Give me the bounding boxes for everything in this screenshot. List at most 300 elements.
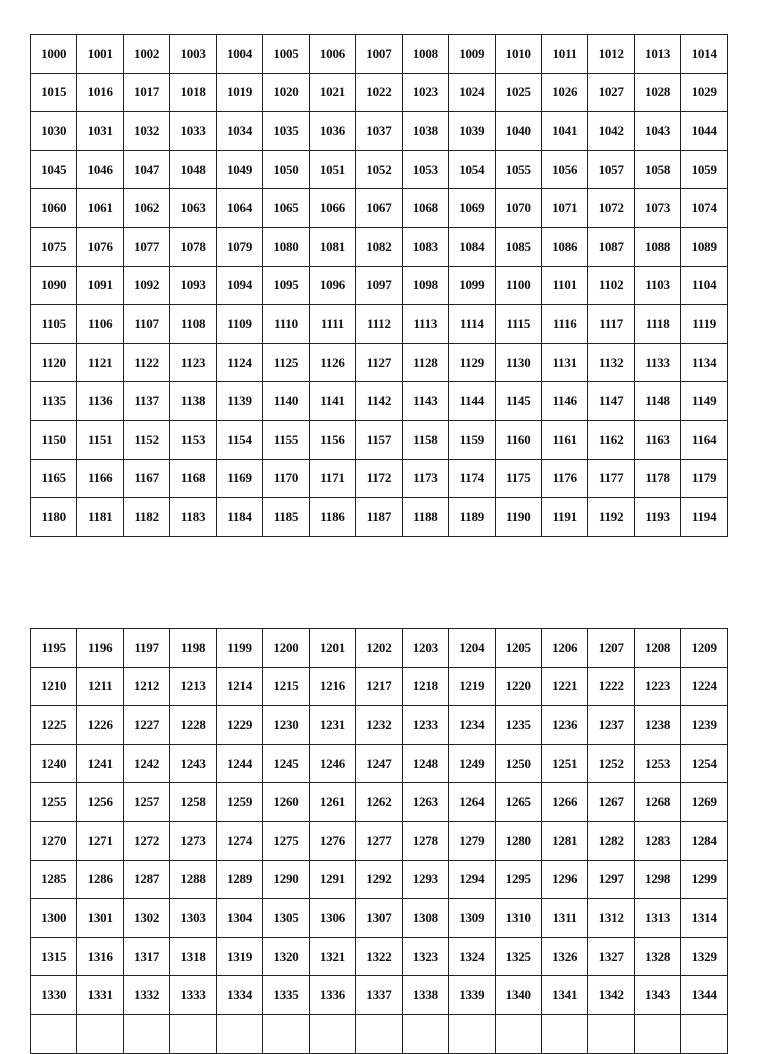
number-cell: 1093 [170,266,216,305]
number-cell: 1264 [449,783,495,822]
number-cell: 1023 [402,73,448,112]
number-cell: 1159 [449,420,495,459]
number-cell: 1121 [77,343,123,382]
number-cell: 1048 [170,150,216,189]
number-cell: 1337 [356,976,402,1015]
number-cell: 1063 [170,189,216,228]
number-cell: 1161 [541,420,587,459]
number-cell: 1156 [309,420,355,459]
number-cell: 1119 [681,305,728,344]
number-cell: 1066 [309,189,355,228]
number-cell: 1297 [588,860,634,899]
number-cell: 1180 [31,498,77,537]
table-row [31,150,728,189]
table-row [31,783,728,822]
number-cell: 1143 [402,382,448,421]
number-cell: 1010 [495,35,541,74]
number-cell: 1236 [541,706,587,745]
number-cell: 1235 [495,706,541,745]
number-cell: 1256 [77,783,123,822]
number-cell: 1152 [123,420,169,459]
number-cell: 1227 [123,706,169,745]
number-cell: 1154 [216,420,262,459]
table-row [31,189,728,228]
number-cell: 1164 [681,420,728,459]
number-cell: 1092 [123,266,169,305]
number-cell: 1224 [681,667,728,706]
number-cell: 1079 [216,227,262,266]
number-cell: 1241 [77,744,123,783]
number-cell: 1246 [309,744,355,783]
table-row [31,343,728,382]
number-cell: 1203 [402,629,448,668]
number-cell: 1153 [170,420,216,459]
number-cell: 1206 [541,629,587,668]
number-cell: 1151 [77,420,123,459]
number-cell: 1021 [309,73,355,112]
number-cell: 1111 [309,305,355,344]
number-cell: 1106 [77,305,123,344]
number-cell: 1299 [681,860,728,899]
number-cell: 1086 [541,227,587,266]
number-cell: 1338 [402,976,448,1015]
table-row [31,744,728,783]
table-row [31,382,728,421]
number-cell: 1130 [495,343,541,382]
number-table-1 [30,34,728,537]
number-cell: 1219 [449,667,495,706]
number-cell: 1083 [402,227,448,266]
number-cell: 1182 [123,498,169,537]
number-cell: 1322 [356,937,402,976]
number-cell: 1290 [263,860,309,899]
number-cell: 1157 [356,420,402,459]
number-cell: 1084 [449,227,495,266]
number-cell: 1210 [31,667,77,706]
table-row [31,73,728,112]
number-cell: 1098 [402,266,448,305]
number-cell: 1232 [356,706,402,745]
number-cell: 1197 [123,629,169,668]
number-cell: 1082 [356,227,402,266]
number-cell: 1192 [588,498,634,537]
number-cell: 1042 [588,112,634,151]
number-cell: 1226 [77,706,123,745]
number-cell: 1030 [31,112,77,151]
number-cell: 1243 [170,744,216,783]
number-cell: 1298 [634,860,680,899]
number-cell: 1265 [495,783,541,822]
number-cell: 1160 [495,420,541,459]
number-cell: 1250 [495,744,541,783]
number-cell: 1325 [495,937,541,976]
number-cell: 1118 [634,305,680,344]
number-cell: 1212 [123,667,169,706]
number-cell: 1320 [263,937,309,976]
number-cell: 1142 [356,382,402,421]
number-cell: 1288 [170,860,216,899]
number-cell: 1108 [170,305,216,344]
number-cell: 1044 [681,112,728,151]
number-cell: 1214 [216,667,262,706]
table-row [31,227,728,266]
number-cell: 1183 [170,498,216,537]
number-cell: 1266 [541,783,587,822]
number-cell: 1302 [123,899,169,938]
number-cell: 1043 [634,112,680,151]
number-cell: 1027 [588,73,634,112]
number-cell: 1015 [31,73,77,112]
number-cell: 1095 [263,266,309,305]
number-cell [77,1014,123,1053]
number-cell: 1196 [77,629,123,668]
number-cell: 1141 [309,382,355,421]
table-row [31,629,728,668]
number-cell: 1251 [541,744,587,783]
number-cell: 1339 [449,976,495,1015]
table-row [31,667,728,706]
number-cell: 1006 [309,35,355,74]
number-cell: 1051 [309,150,355,189]
number-cell: 1123 [170,343,216,382]
number-cell: 1132 [588,343,634,382]
number-cell: 1025 [495,73,541,112]
number-cell: 1104 [681,266,728,305]
number-cell: 1195 [31,629,77,668]
number-cell: 1060 [31,189,77,228]
number-cell: 1137 [123,382,169,421]
number-cell: 1190 [495,498,541,537]
table-row [31,860,728,899]
number-cell: 1068 [402,189,448,228]
number-cell: 1024 [449,73,495,112]
number-cell: 1340 [495,976,541,1015]
number-cell: 1059 [681,150,728,189]
number-cell: 1131 [541,343,587,382]
number-cell: 1239 [681,706,728,745]
number-cell: 1150 [31,420,77,459]
number-cell: 1291 [309,860,355,899]
number-cell: 1300 [31,899,77,938]
number-cell: 1138 [170,382,216,421]
number-cell: 1202 [356,629,402,668]
number-cell: 1001 [77,35,123,74]
number-cell: 1000 [31,35,77,74]
number-cell: 1260 [263,783,309,822]
number-cell: 1216 [309,667,355,706]
number-cell: 1314 [681,899,728,938]
number-cell: 1174 [449,459,495,498]
number-cell: 1292 [356,860,402,899]
number-cell: 1263 [402,783,448,822]
number-cell: 1022 [356,73,402,112]
number-cell: 1040 [495,112,541,151]
number-cell: 1071 [541,189,587,228]
number-cell: 1090 [31,266,77,305]
number-cell: 1269 [681,783,728,822]
number-cell: 1074 [681,189,728,228]
number-cell: 1101 [541,266,587,305]
number-cell: 1323 [402,937,448,976]
table-row [31,821,728,860]
number-cell: 1012 [588,35,634,74]
number-table-2 [30,628,728,1054]
number-cell: 1170 [263,459,309,498]
number-cell: 1310 [495,899,541,938]
number-cell [216,1014,262,1053]
number-cell: 1163 [634,420,680,459]
number-cell: 1301 [77,899,123,938]
number-cell: 1107 [123,305,169,344]
number-cell: 1147 [588,382,634,421]
number-cell: 1069 [449,189,495,228]
number-cell: 1207 [588,629,634,668]
number-cell: 1283 [634,821,680,860]
number-cell [402,1014,448,1053]
number-cell: 1336 [309,976,355,1015]
number-cell: 1009 [449,35,495,74]
number-cell [588,1014,634,1053]
number-cell: 1039 [449,112,495,151]
number-cell: 1007 [356,35,402,74]
number-cell: 1109 [216,305,262,344]
number-cell: 1136 [77,382,123,421]
table-row [31,420,728,459]
number-cell: 1186 [309,498,355,537]
number-cell: 1262 [356,783,402,822]
number-cell: 1238 [634,706,680,745]
number-cell: 1113 [402,305,448,344]
number-cell: 1081 [309,227,355,266]
number-cell: 1309 [449,899,495,938]
number-cell: 1319 [216,937,262,976]
number-cell: 1167 [123,459,169,498]
number-cell: 1049 [216,150,262,189]
number-cell [263,1014,309,1053]
number-cell: 1276 [309,821,355,860]
number-cell: 1176 [541,459,587,498]
number-cell [309,1014,355,1053]
number-cell: 1315 [31,937,77,976]
number-cell: 1094 [216,266,262,305]
number-cell: 1342 [588,976,634,1015]
number-cell: 1177 [588,459,634,498]
number-cell: 1249 [449,744,495,783]
number-cell: 1209 [681,629,728,668]
number-cell: 1267 [588,783,634,822]
number-cell: 1055 [495,150,541,189]
number-cell: 1317 [123,937,169,976]
table-row [31,937,728,976]
number-cell: 1278 [402,821,448,860]
number-cell: 1096 [309,266,355,305]
table-row [31,706,728,745]
number-cell: 1344 [681,976,728,1015]
number-cell [170,1014,216,1053]
number-cell [356,1014,402,1053]
number-cell: 1213 [170,667,216,706]
number-cell [541,1014,587,1053]
number-cell: 1133 [634,343,680,382]
number-cell: 1054 [449,150,495,189]
number-cell: 1008 [402,35,448,74]
number-cell: 1270 [31,821,77,860]
number-cell: 1056 [541,150,587,189]
number-cell: 1061 [77,189,123,228]
number-cell: 1067 [356,189,402,228]
number-cell: 1185 [263,498,309,537]
number-cell: 1016 [77,73,123,112]
number-cell: 1173 [402,459,448,498]
number-cell: 1013 [634,35,680,74]
number-cell: 1311 [541,899,587,938]
number-cell: 1116 [541,305,587,344]
number-cell: 1331 [77,976,123,1015]
number-cell: 1326 [541,937,587,976]
number-cell: 1105 [31,305,77,344]
number-cell: 1259 [216,783,262,822]
number-cell: 1217 [356,667,402,706]
number-cell: 1129 [449,343,495,382]
number-cell: 1333 [170,976,216,1015]
number-cell: 1078 [170,227,216,266]
number-cell: 1169 [216,459,262,498]
number-cell: 1146 [541,382,587,421]
number-cell: 1254 [681,744,728,783]
number-cell: 1273 [170,821,216,860]
number-cell: 1032 [123,112,169,151]
number-cell: 1122 [123,343,169,382]
number-cell: 1255 [31,783,77,822]
number-cell: 1244 [216,744,262,783]
number-cell [123,1014,169,1053]
number-cell: 1038 [402,112,448,151]
number-cell: 1277 [356,821,402,860]
number-cell: 1343 [634,976,680,1015]
number-cell: 1223 [634,667,680,706]
number-cell: 1181 [77,498,123,537]
number-cell: 1117 [588,305,634,344]
number-cell: 1327 [588,937,634,976]
number-cell: 1279 [449,821,495,860]
number-cell: 1286 [77,860,123,899]
number-cell: 1017 [123,73,169,112]
number-cell: 1011 [541,35,587,74]
number-cell: 1046 [77,150,123,189]
number-cell: 1062 [123,189,169,228]
number-cell: 1247 [356,744,402,783]
number-cell: 1058 [634,150,680,189]
number-cell: 1047 [123,150,169,189]
number-cell: 1115 [495,305,541,344]
number-cell [31,1014,77,1053]
number-cell: 1307 [356,899,402,938]
number-cell: 1031 [77,112,123,151]
number-cell: 1200 [263,629,309,668]
number-cell: 1293 [402,860,448,899]
number-cell: 1305 [263,899,309,938]
number-cell: 1149 [681,382,728,421]
number-cell: 1168 [170,459,216,498]
number-cell: 1014 [681,35,728,74]
number-cell: 1029 [681,73,728,112]
table-row [31,305,728,344]
number-cell: 1158 [402,420,448,459]
number-cell: 1178 [634,459,680,498]
number-cell: 1005 [263,35,309,74]
number-cell: 1289 [216,860,262,899]
number-cell: 1036 [309,112,355,151]
number-cell: 1110 [263,305,309,344]
number-cell: 1261 [309,783,355,822]
number-cell: 1282 [588,821,634,860]
number-cell: 1308 [402,899,448,938]
number-cell: 1208 [634,629,680,668]
number-cell: 1124 [216,343,262,382]
number-cell: 1100 [495,266,541,305]
number-cell: 1211 [77,667,123,706]
number-cell: 1303 [170,899,216,938]
number-cell: 1332 [123,976,169,1015]
number-cell: 1194 [681,498,728,537]
number-cell: 1020 [263,73,309,112]
number-cell: 1287 [123,860,169,899]
number-cell: 1041 [541,112,587,151]
number-cell: 1171 [309,459,355,498]
number-cell: 1052 [356,150,402,189]
number-cell: 1204 [449,629,495,668]
number-cell: 1245 [263,744,309,783]
number-cell: 1257 [123,783,169,822]
number-cell: 1064 [216,189,262,228]
table-row [31,498,728,537]
number-cell: 1229 [216,706,262,745]
number-cell: 1281 [541,821,587,860]
number-cell: 1179 [681,459,728,498]
number-cell: 1155 [263,420,309,459]
number-cell: 1271 [77,821,123,860]
number-cell: 1234 [449,706,495,745]
table-row [31,976,728,1015]
number-cell: 1193 [634,498,680,537]
number-cell: 1102 [588,266,634,305]
number-cell: 1187 [356,498,402,537]
number-cell: 1003 [170,35,216,74]
number-cell: 1272 [123,821,169,860]
number-cell: 1329 [681,937,728,976]
number-cell: 1237 [588,706,634,745]
number-cell: 1175 [495,459,541,498]
number-cell: 1294 [449,860,495,899]
number-cell: 1248 [402,744,448,783]
number-cell: 1037 [356,112,402,151]
number-cell: 1087 [588,227,634,266]
number-cell: 1072 [588,189,634,228]
number-cell: 1165 [31,459,77,498]
number-cell: 1085 [495,227,541,266]
number-cell: 1285 [31,860,77,899]
number-cell: 1295 [495,860,541,899]
number-cell: 1233 [402,706,448,745]
number-cell: 1304 [216,899,262,938]
number-cell: 1112 [356,305,402,344]
number-cell: 1228 [170,706,216,745]
number-cell: 1140 [263,382,309,421]
number-cell: 1088 [634,227,680,266]
number-cell: 1018 [170,73,216,112]
number-cell: 1120 [31,343,77,382]
number-cell: 1070 [495,189,541,228]
